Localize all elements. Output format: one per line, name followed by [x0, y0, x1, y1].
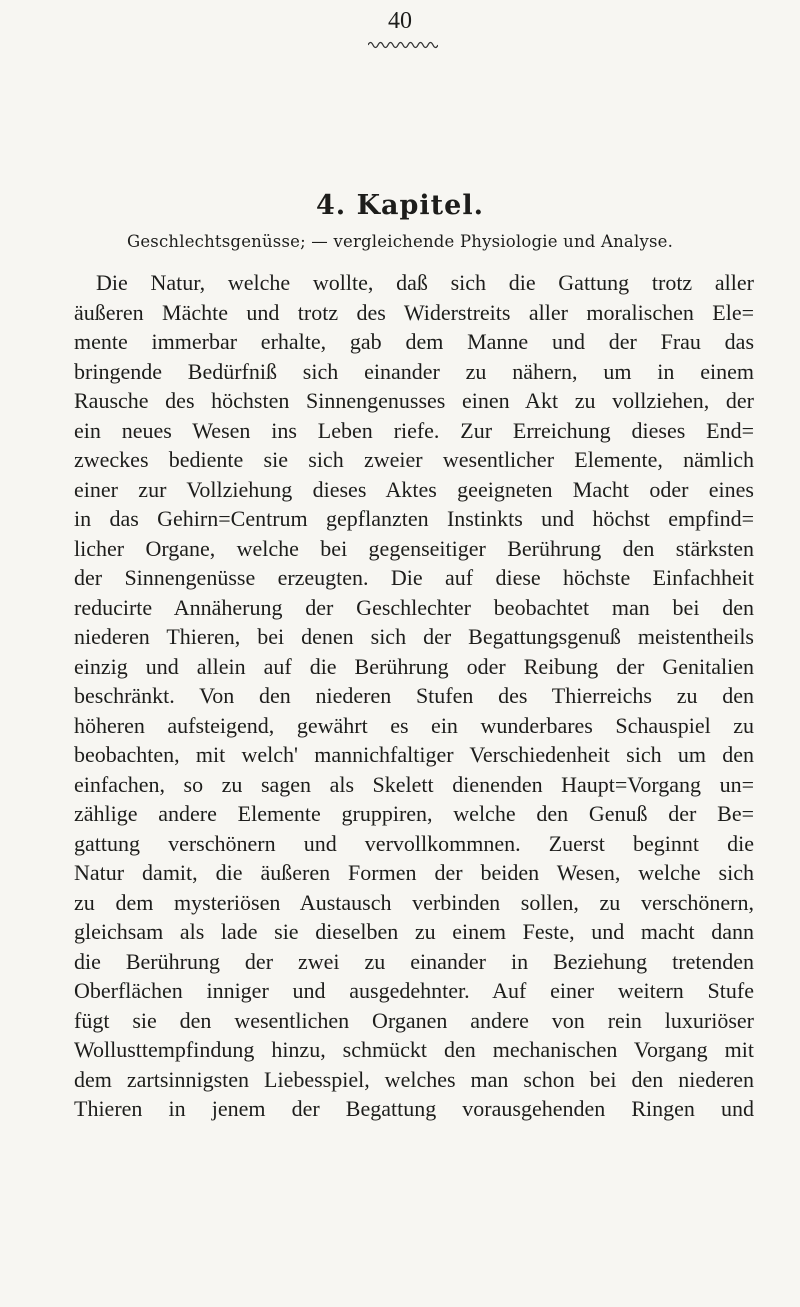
ornament-squiggle — [368, 40, 438, 50]
text-line: Wollusttempfindung hinzu, schmückt den mechanischen Vorgang mit — [74, 1037, 754, 1062]
page-number: 40 — [388, 8, 412, 34]
text-line: Die Natur, welche wollte, daß sich die Gattung trotz aller — [96, 270, 754, 295]
text-line: einer zur Vollziehung dieses Aktes geeigneten Macht oder eines — [74, 476, 754, 502]
text-line: Oberflächen inniger und ausgedehnter. Auf einer weitern Stufe — [74, 978, 754, 1003]
text-line: der Sinnengenüsse erzeugten. Die auf diese höchste Einfachheit — [74, 565, 754, 590]
text-line: höheren aufsteigend, gewährt es ein wunderbares Schauspiel zu — [74, 712, 754, 738]
text-line: beschränkt. Von den niederen Stufen des Thierreichs zu den — [74, 683, 754, 708]
text-line: gleichsam als lade sie dieselben zu einem Feste, und macht dann — [74, 919, 754, 944]
text-line: zählige andere Elemente gruppiren, welche den Genuß der Be= — [74, 801, 754, 826]
text-line: Natur damit, die äußeren Formen der beiden Wesen, welche sich — [74, 860, 754, 885]
text-line: dem zartsinnigsten Liebesspiel, welches man schon bei den niederen — [74, 1066, 754, 1092]
text-line: fügt sie den wesentlichen Organen andere von rein luxuriöser — [74, 1007, 754, 1033]
text-line: mente immerbar erhalte, gab dem Manne und der Frau das — [74, 329, 754, 354]
text-line: bringende Bedürfniß sich einander zu nähern, um in einem — [74, 358, 754, 384]
text-line: ein neues Wesen ins Leben riefe. Zur Erreichung dieses End= — [74, 417, 754, 443]
text-line: gattung verschönern und vervollkommnen. Zuerst beginnt die — [74, 830, 754, 856]
text-line: zu dem mysteriösen Austausch verbinden sollen, zu verschönern, — [74, 889, 754, 915]
text-line: niederen Thieren, bei denen sich der Begattungsgenuß meistentheils — [74, 624, 754, 649]
text-line: reducirte Annäherung der Geschlechter beobachtet man bei den — [74, 594, 754, 620]
text-line: einfachen, so zu sagen als Skelett dienenden Haupt=Vorgang un= — [74, 771, 754, 797]
text-line: beobachten, mit welch' mannichfaltiger Verschiedenheit sich um den — [74, 742, 754, 767]
text-line: in das Gehirn=Centrum gepflanzten Instinkts und höchst empfind= — [74, 506, 754, 531]
chapter-subtitle: Geschlechtsgenüsse; — vergleichende Physiologie und Analyse. — [126, 232, 674, 251]
text-line: einzig und allein auf die Berührung oder Reibung der Genitalien — [74, 653, 754, 679]
text-line: licher Organe, welche bei gegenseitiger Berührung den stärksten — [74, 535, 754, 561]
body-text — [74, 268, 754, 1124]
text-line: Rausche des höchsten Sinnengenusses einen Akt zu vollziehen, der — [74, 388, 754, 413]
text-line: Thieren in jenem der Begattung vorausgehenden Ringen und — [74, 1096, 754, 1121]
text-line: die Berührung der zwei zu einander in Beziehung tretenden — [74, 948, 754, 974]
text-line: äußeren Mächte und trotz des Widerstreits aller moralischen Ele= — [74, 299, 754, 325]
text-line: zweckes bediente sie sich zweier wesentlicher Elemente, nämlich — [74, 447, 754, 472]
chapter-title: 4. Kapitel. — [316, 190, 484, 221]
